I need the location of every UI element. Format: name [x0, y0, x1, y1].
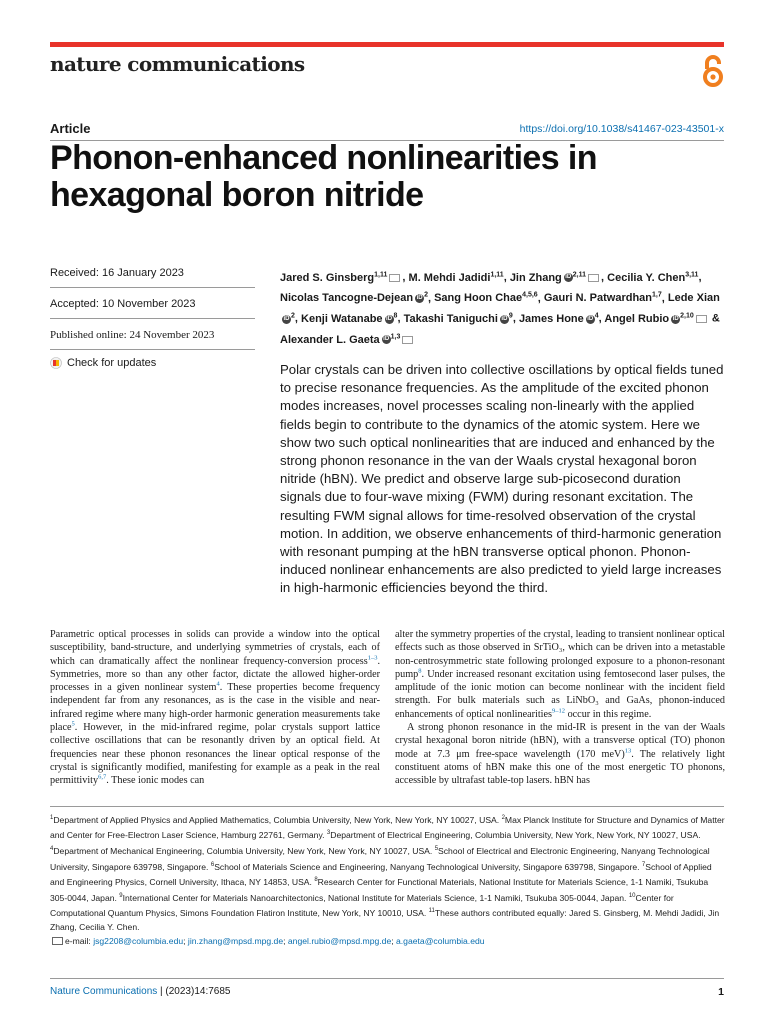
body-column-left [50, 628, 380, 788]
affiliation-number: 4 [50, 846, 54, 853]
author-name: Gauri N. Patwardhan [543, 292, 653, 305]
affiliation-text: Department of Mechanical Engineering, Columbia University, New York, New York, NY 10027, USA. [53, 845, 435, 856]
doi-link[interactable]: https://doi.org/10.1038/s41467-023-43501-x [519, 123, 724, 135]
author-affiliation-marker: 4 [594, 312, 599, 320]
author[interactable] [280, 292, 428, 304]
check-updates-icon [50, 357, 62, 369]
email-link[interactable]: jsg2208@columbia.edu [93, 935, 184, 946]
footer-citation-text: | (2023)14:7685 [157, 986, 231, 997]
author-affiliation-marker: 8 [393, 312, 398, 320]
citation-ref[interactable]: 13 [624, 747, 632, 755]
abstract: Polar crystals can be driven into collective oscillations by optical fields tuned to precise resonance frequencies. As the amplitude of the excited phonon modes increases, novel processes scaling non-linearly with the applied fields begin to contribute to the dynamics of the atomic system. Here we show two such optical nonlinearities that are induced and enhanced by the strong phonon resonance in the van der Waals crystal hexagonal boron nitride (hBN). We predict and observe large sub-picosecond duration signals due to four-wave mixing (FWM) during resonant excitation. The resulting FWM signal allows for time-resolved observation of the crystal motion. In addition, we observe enhancements of third-harmonic generation with resonant pumping at the hBN transverse optical phonon. Phonon-induced nonlinear enhancements are also predicted to yield large increases in high-harmonic efficiencies beyond the third. [280, 362, 724, 596]
author-affiliation-marker: 2 [291, 312, 295, 320]
page-number: 1 [718, 986, 724, 998]
author-list: Jared S. Ginsberg$^{1,11}$ , M. Mehdi Jadidi$^{1,11}$, Jin Zhang iD $^{2,11}$ , Cecilia Y. Chen$^{3,11}$, Nicolas Tancogne-Dejean iD $^2$, Sang Hoon Chae$^{4,5,6}$, Gauri N. Patwardhan$^{1,7}$, Lede XianiD $^2$, Kenji Watanabe iD $^8$, Takashi Taniguchi iD $^9$, James Hone iD $^4$, Angel Rubio iD $^{2,10}$ & Alexander L. Gaeta iD $^{1,3}$ [280, 271, 720, 346]
author-name: Jin Zhang [509, 271, 562, 284]
affiliation-text: Center for Computational Quantum Physics, Simons Foundation Flatiron Institute, New York, NY 10010, USA. [50, 892, 674, 919]
email-label: e-mail: [65, 935, 94, 946]
author-name: Jared S. Ginsberg [280, 271, 375, 284]
orcid-icon[interactable]: iD [672, 315, 679, 322]
orcid-icon[interactable]: iD [416, 294, 423, 301]
accepted-date: Accepted: 10 November 2023 [50, 288, 255, 319]
author-affiliation-marker: 2,11 [572, 271, 587, 278]
author-affiliation-marker: 1,7 [652, 291, 662, 299]
author-affiliation-marker: 1,3 [390, 332, 401, 340]
corresponding-email-icon[interactable] [696, 315, 707, 323]
check-updates-label: Check for updates [67, 357, 157, 369]
email-link[interactable]: angel.rubio@mpsd.mpg.de [287, 935, 392, 946]
author[interactable] [280, 272, 402, 284]
affiliation-number: 7 [641, 861, 646, 868]
corresponding-email-icon[interactable] [588, 274, 599, 282]
affiliation-text: Department of Applied Physics and Applied Mathematics, Columbia University, New York, New York, NY 10027, USA. [53, 814, 502, 825]
published-date: Published online: 24 November 2023 [50, 319, 255, 350]
citation-ref[interactable]: 9–12 [552, 707, 566, 715]
author-name: Cecilia Y. Chen [607, 271, 686, 284]
footer-divider [50, 978, 724, 979]
author-name: Alexander L. Gaeta [280, 333, 380, 346]
affiliation-text: Max Planck Institute for Structure and Dynamics of Matter and Center for Free-Electron Laser Science, Hamburg 22761, Germany. [50, 814, 725, 841]
email-icon [52, 937, 63, 945]
affiliation-number: 1 [50, 815, 54, 821]
orcid-icon[interactable]: iD [386, 315, 393, 322]
citation-ref[interactable]: 5 [71, 720, 75, 728]
author[interactable] [607, 272, 698, 284]
affiliation-number: 9 [119, 892, 123, 899]
affiliation-number: 6 [210, 861, 215, 868]
open-access-icon [700, 54, 726, 88]
author[interactable] [604, 313, 708, 325]
check-for-updates[interactable] [50, 350, 255, 377]
citation-ref[interactable]: 1–3 [367, 654, 378, 662]
article-type: Article [50, 121, 91, 136]
author-affiliation-marker: 3,11 [685, 271, 699, 278]
orcid-icon[interactable]: iD [587, 315, 594, 322]
affiliation-text: International Center for Materials Nanoarchitectonics, National Institute for Materials Science, 1-1 Namiki, Tsukuba 305-0044, Japan. [122, 892, 629, 903]
affiliation-number: 10 [628, 892, 636, 899]
author[interactable] [519, 313, 599, 325]
author-name: M. Mehdi Jadidi [408, 271, 491, 284]
affiliation-number: 8 [314, 877, 318, 884]
author[interactable] [409, 272, 504, 284]
author-name: Lede Xian [667, 292, 720, 305]
affiliation-number: 3 [326, 830, 331, 837]
author[interactable] [404, 313, 513, 325]
author[interactable] [301, 313, 397, 325]
author-affiliation-marker: 1,11 [374, 271, 388, 278]
orcid-icon[interactable]: iD [283, 315, 290, 322]
affiliation-text: Research Center for Functional Materials, National Institute for Materials Science, 1-1 Namiki, Tsukuba 305-0044, Japan. [50, 877, 709, 903]
body-paragraph: A strong phonon resonance in the mid-IR is present in the van der Waals crystal hexagonal boron nitride (hBN), with a transverse optical (TO) phonon mode at 7.3 μm free-space wavelength (170 meV)$^{13}$. The relatively light constituent atoms of hBN make this one of the most energetic TO phonons, accessible by ultrafast table-top lasers. hBN has [395, 722, 725, 787]
footer-journal-link[interactable]: Nature Communications [50, 986, 158, 997]
author-name: Kenji Watanabe [301, 312, 383, 325]
body-column-right [395, 628, 725, 788]
affiliations: $^1$Department of Applied Physics and Applied Mathematics, Columbia University, New York, New York, NY 10027, USA. $^2$Max Planck Institute for Structure and Dynamics of Matter and Center for Free-Electron Laser Science, Hamburg 22761, Germany. $^3$Department of Electrical Engineering, Columbia University, New York, New York, NY 10027, USA. $^4$Department of Mechanical Engineering, Columbia University, New York, New York, NY 10027, USA. $^5$School of Electrical and Electronic Engineering, Nanyang Technological University, Singapore 639798, Singapore. $^6$School of Materials Science and Engineering, Nanyang Technological University, Singapore 639798, Singapore. $^7$School of Applied and Engineering Physics, Cornell University, Ithaca, NY 14853, USA. $^8$Research Center for Functional Materials, National Institute for Materials Science, 1-1 Namiki, Tsukuba 305-0044, Japan. $^9$International Center for Materials Nanoarchitectonics, National Institute for Materials Science, 1-1 Namiki, Tsukuba 305-0044, Japan. $^{10}$Center for Computational Quantum Physics, Simons Foundation Flatiron Institute, New York, NY 10010, USA. $^{11}$These authors contributed equally: Jared S. Ginsberg, M. Mehdi Jadidi, Jin Zhang, Cecilia Y. Chen. e-mail: jsg2208@columbia.edu; jin.zhang@mpsd.mpg.de; angel.rubio@mpsd.mpg.de; a.gaeta@columbia.edu [50, 814, 725, 946]
author[interactable] [510, 272, 601, 284]
author-affiliation-marker: 4,5,6 [522, 291, 538, 299]
orcid-icon[interactable]: iD [501, 315, 508, 322]
author-name: Angel Rubio [604, 312, 670, 325]
body-paragraph: alter the symmetry properties of the crystal, leading to transient nonlinear optical effects such as those observed in SrTiO₃, which can be driven into a metastable non-centrosymmetric state following prolonged exposure to a phonon-resonant pump$^8$. Under increased resonant excitation using femtosecond laser pulses, the amplitude of the ionic motion can become nonlinear with the incident field strength. For bulk materials such as LiNbO₃ and GaAs, phonon-induced enhancements of optical nonlinearities$^{9-12}$ occur in this regime. [395, 629, 725, 720]
affiliation-text: School of Applied and Engineering Physics, Cornell University, Ithaca, NY 14853, USA. [50, 861, 712, 888]
citation-ref[interactable]: 4 [216, 680, 220, 688]
article-dates [50, 262, 255, 377]
author-name: Sang Hoon Chae [434, 292, 523, 305]
affiliation-text: School of Materials Science and Engineering, Nanyang Technological University, Singapore 639798, Singapore. [214, 861, 642, 872]
citation-ref[interactable]: 8 [418, 667, 422, 675]
affiliation-text: Department of Electrical Engineering, Columbia University, New York, New York, NY 10027, USA. [330, 830, 701, 841]
citation-ref[interactable]: 6,7 [98, 773, 107, 781]
article-title: Phonon-enhanced nonlinearities in hexagonal boron nitride [50, 139, 597, 214]
journal-name: nature communications [50, 52, 305, 76]
author-name: Takashi Taniguchi [403, 312, 498, 325]
affiliation-number: 5 [434, 846, 439, 853]
corresponding-email-icon[interactable] [389, 274, 400, 282]
author-name: Nicolas Tancogne-Dejean [280, 292, 414, 305]
author-affiliation-marker: 2 [424, 291, 428, 299]
orcid-icon[interactable]: iD [383, 336, 390, 343]
affiliation-text: These authors contributed equally: Jared S. Ginsberg, M. Mehdi Jadidi, Jin Zhang, Cecilia Y. Chen. [50, 908, 720, 932]
author[interactable] [544, 292, 662, 304]
affiliation-number: 11 [428, 908, 435, 915]
author-name: James Hone [518, 312, 584, 325]
affiliation-number: 2 [501, 815, 505, 821]
footer-citation [50, 986, 230, 997]
email-link[interactable]: a.gaeta@columbia.edu [396, 935, 485, 946]
email-link[interactable]: jin.zhang@mpsd.mpg.de [187, 935, 284, 946]
affiliation-text: School of Electrical and Electronic Engineering, Nanyang Technological University, Singapore 639798, Singapore. [50, 845, 710, 872]
body-paragraph: Parametric optical processes in solids can provide a window into the optical susceptibility, band-structure, and underlying symmetries of crystals, each of which can dramatically affect the nonlinear frequency-conversion process$^{1-3}$. Symmetries, more so than any other factor, dictate the allowed higher-order processes in a given nonlinear system$^4$. These properties become frequency independent far from any resonances, as is the case in the visible and near-infrared regime where many high-order harmonic generation measurements take place$^5$. However, in the mid-infrared regime, polar crystals support lattice collective oscillations that can be resonantly driven by an optical field. At frequencies near these phonon resonances the linear optical response of the crystal is significantly modified, manifesting for example as a peak in the real permittivity$^{6,7}$. These ionic modes can [50, 629, 381, 787]
author-affiliation-marker: 2,10 [680, 312, 694, 320]
affiliations-divider [50, 806, 724, 807]
orcid-icon[interactable]: iD [565, 274, 572, 281]
author[interactable] [434, 292, 538, 304]
author[interactable] [280, 334, 415, 346]
author-affiliation-marker: 1,11 [490, 271, 504, 278]
journal-top-bar [50, 42, 724, 47]
author-affiliation-marker: 9 [508, 312, 513, 320]
corresponding-email-icon[interactable] [402, 336, 413, 344]
received-date: Received: 16 January 2023 [50, 262, 255, 288]
